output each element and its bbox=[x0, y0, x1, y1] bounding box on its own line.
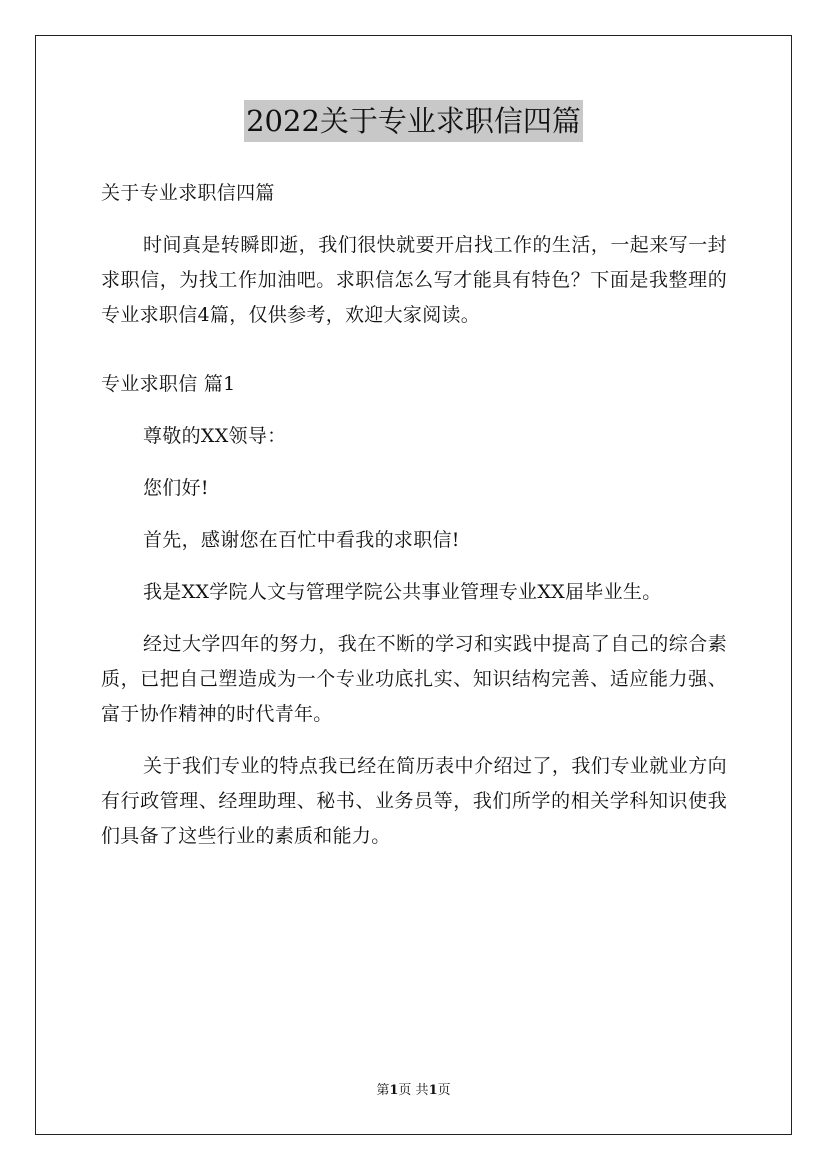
document-subtitle: 关于专业求职信四篇 bbox=[101, 182, 275, 204]
footer-page-total: 1 bbox=[428, 1083, 438, 1098]
letter-paragraph: 我是XX学院人文与管理学院公共事业管理专业XX届毕业生。 bbox=[143, 581, 662, 603]
letter-paragraph: 经过大学四年的努力，我在不断的学习和实践中提高了自己的综合素质，已把自己塑造成为一个专业功底扎实、知识结构完善、适应能力强、富于协作精神的时代青年。 bbox=[101, 633, 727, 725]
footer-page-suffix: 页 bbox=[437, 1083, 451, 1098]
letter-salutation: 尊敬的XX领导： bbox=[143, 425, 287, 447]
intro-paragraph: 时间真是转瞬即逝，我们很快就要开启找工作的生活，一起来写一封求职信，为找工作加油吧。求职信怎么写才能具有特色？下面是我整理的专业求职信4篇，仅供参考，欢迎大家阅读。 bbox=[101, 234, 727, 326]
section-spacer bbox=[101, 333, 727, 367]
footer-page-prefix: 第 bbox=[376, 1083, 390, 1098]
title-container bbox=[0, 100, 827, 142]
document-body bbox=[101, 176, 727, 854]
page-number-footer bbox=[0, 1082, 827, 1100]
letter-paragraph: 首先，感谢您在百忙中看我的求职信! bbox=[143, 529, 460, 551]
section-heading: 专业求职信 篇1 bbox=[101, 373, 236, 395]
document-title: 2022关于专业求职信四篇 bbox=[244, 100, 583, 142]
letter-paragraph: 关于我们专业的特点我已经在简历表中介绍过了，我们专业就业方向有行政管理、经理助理、秘书、业务员等，我们所学的相关学科知识使我们具备了这些行业的素质和能力。 bbox=[101, 755, 727, 847]
footer-page-mid: 页 共 bbox=[398, 1083, 429, 1098]
footer-page-current: 1 bbox=[389, 1083, 399, 1098]
letter-greeting: 您们好! bbox=[143, 477, 209, 499]
